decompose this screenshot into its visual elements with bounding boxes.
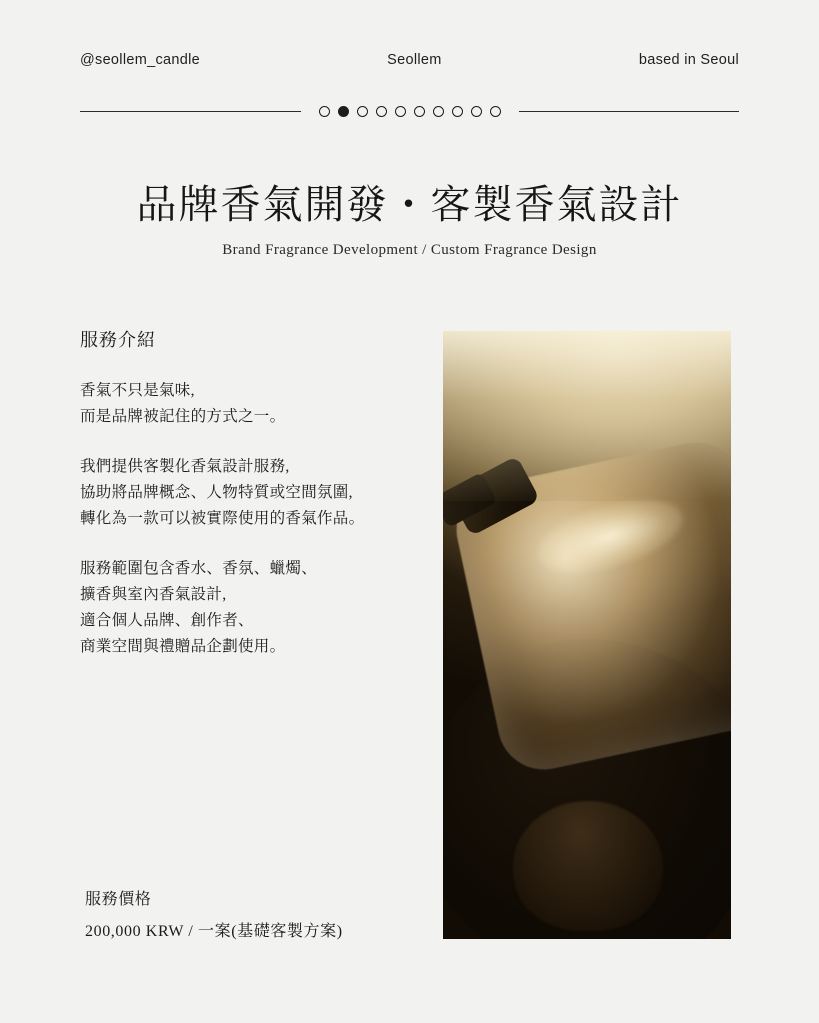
- paragraph: [80, 454, 410, 532]
- progress-dot[interactable]: [376, 106, 387, 117]
- paragraph-line: 服務範圍包含香水、香氛、蠟燭、: [80, 560, 318, 577]
- paragraph: [80, 556, 410, 660]
- paragraph-line: 香氣不只是氣味,: [80, 382, 195, 399]
- paragraph-line: 我們提供客製化香氣設計服務,: [80, 458, 290, 475]
- section-heading: 服務介紹: [80, 330, 156, 350]
- paragraph-list: [80, 378, 410, 660]
- paragraph: [80, 378, 410, 430]
- product-photo: [443, 331, 731, 939]
- header: [80, 52, 739, 68]
- page-title: 品牌香氣開發・客製香氣設計: [136, 182, 683, 227]
- page-subtitle: Brand Fragrance Development / Custom Fragrance Design: [222, 242, 597, 258]
- paragraph-line: 擴香與室內香氣設計,: [80, 586, 227, 603]
- price-value: 200,000 KRW / 一案(基礎客製方案): [85, 923, 343, 940]
- account-handle: @seollem_candle: [80, 52, 200, 68]
- progress-line-left: [80, 111, 301, 112]
- progress-dot[interactable]: [490, 106, 501, 117]
- paragraph-line: 協助將品牌概念、人物特質或空間氛圍,: [80, 484, 353, 501]
- brand-name: Seollem: [387, 52, 442, 68]
- thumb-shape: [513, 801, 663, 931]
- progress-dot[interactable]: [338, 106, 349, 117]
- progress-dot[interactable]: [357, 106, 368, 117]
- progress-dot[interactable]: [395, 106, 406, 117]
- paragraph-line: 商業空間與禮贈品企劃使用。: [80, 638, 286, 655]
- progress-dot[interactable]: [414, 106, 425, 117]
- progress-indicator: [80, 106, 739, 117]
- progress-dot[interactable]: [471, 106, 482, 117]
- paragraph-line: 適合個人品牌、創作者、: [80, 612, 254, 629]
- progress-dot[interactable]: [319, 106, 330, 117]
- price-label: 服務價格: [85, 891, 152, 908]
- progress-line-right: [519, 111, 740, 112]
- progress-dot[interactable]: [452, 106, 463, 117]
- paragraph-line: 而是品牌被記住的方式之一。: [80, 408, 286, 425]
- title-block: [0, 180, 819, 259]
- paragraph-line: 轉化為一款可以被實際使用的香氣作品。: [80, 510, 365, 527]
- progress-dot[interactable]: [433, 106, 444, 117]
- price-block: [85, 886, 343, 941]
- location-label: based in Seoul: [638, 52, 739, 68]
- progress-dots[interactable]: [301, 106, 519, 117]
- photo-background: [443, 331, 731, 939]
- content-column: [80, 326, 410, 684]
